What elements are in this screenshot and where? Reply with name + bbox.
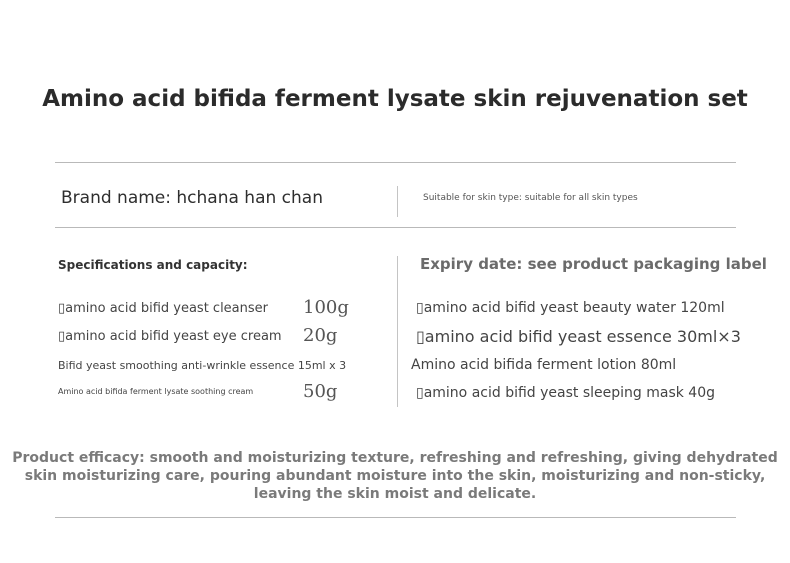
- efficacy-line: leaving the skin moist and delicate.: [253, 486, 537, 502]
- efficacy-line: skin moisturizing care, pouring abundant moisture into the skin, moisturizing and non-sticky,: [24, 468, 766, 484]
- left-item-name: ▯amino acid bifid yeast cleanser: [58, 301, 269, 316]
- top-divider: [55, 162, 736, 163]
- efficacy-line: Product efficacy: smooth and moisturizing texture, refreshing and refreshing, giving dehydrated: [12, 450, 778, 466]
- brand-column-divider: [397, 186, 398, 217]
- brand-name: Brand name: hchana han chan: [61, 188, 323, 208]
- left-item-qty: 100g: [303, 297, 349, 318]
- expiry-date: Expiry date: see product packaging label: [420, 255, 767, 273]
- skin-type: Suitable for skin type: suitable for all skin types: [423, 193, 638, 203]
- left-item-name: ▯amino acid bifid yeast eye cream: [58, 329, 282, 344]
- right-item: Amino acid bifida ferment lotion 80ml: [411, 357, 677, 373]
- spec-column-divider: [397, 256, 398, 407]
- left-item-name: Amino acid bifida ferment lysate soothing cream: [58, 387, 254, 396]
- product-efficacy: [0, 449, 790, 503]
- left-item-qty: 50g: [303, 381, 338, 402]
- right-item: ▯amino acid bifid yeast beauty water 120ml: [416, 300, 725, 316]
- middle-divider: [55, 227, 736, 228]
- specifications-heading: Specifications and capacity:: [58, 258, 248, 272]
- page-title: Amino acid bifida ferment lysate skin rejuvenation set: [42, 86, 748, 112]
- bottom-divider: [55, 517, 736, 518]
- right-item: ▯amino acid bifid yeast essence 30ml×3: [416, 327, 741, 346]
- left-item-name: Bifid yeast smoothing anti-wrinkle essence 15ml x 3: [58, 359, 347, 372]
- right-item: ▯amino acid bifid yeast sleeping mask 40g: [416, 385, 716, 401]
- left-item-qty: 20g: [303, 325, 338, 346]
